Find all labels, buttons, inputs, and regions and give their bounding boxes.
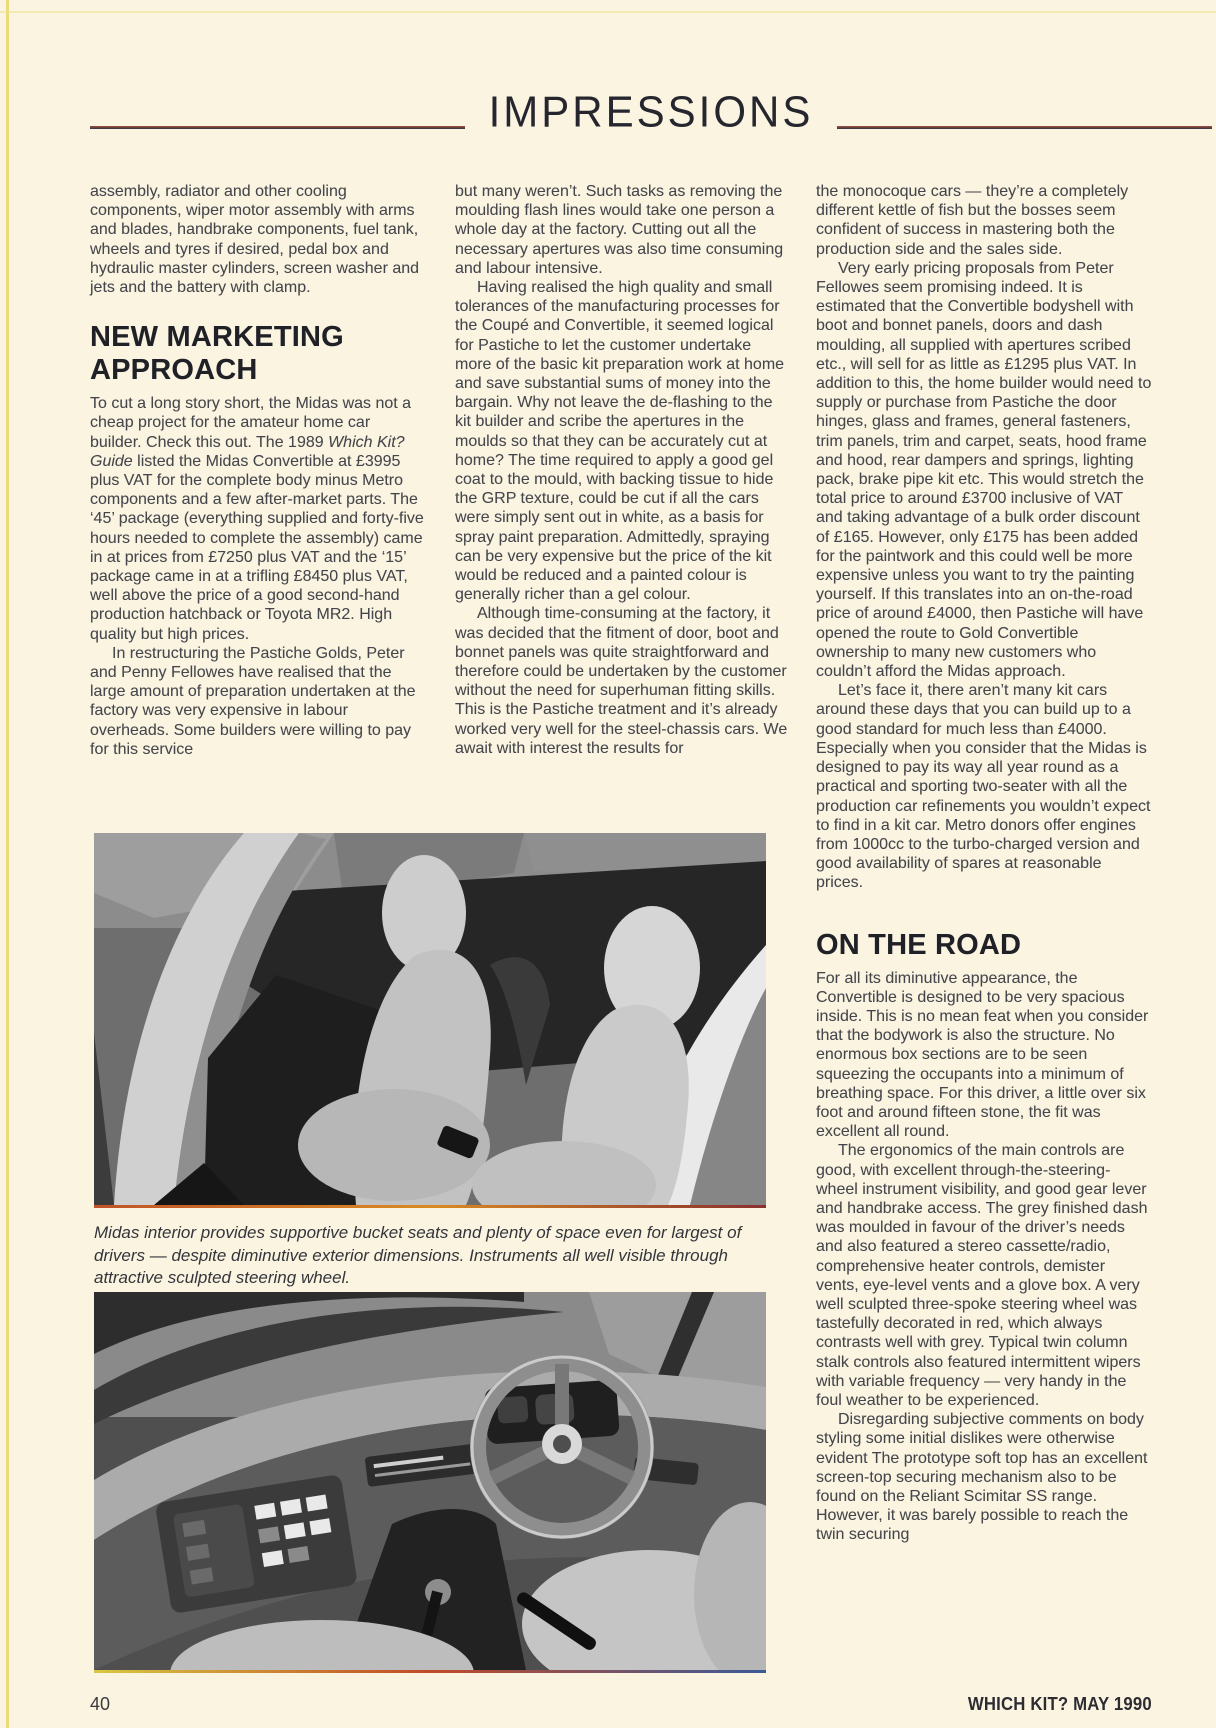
section-heading-on-the-road: ON THE ROAD (816, 928, 1022, 961)
body-paragraph: Let’s face it, there aren’t many kit cars around these days that you can build up to a good standard for much less than £4000. Especially when you consider that the Midas is designed to pay its way all year round as a practical and sporting two-seater with all the production car refinements you wouldn’t expect to find in a kit car. Metro donors offer engines from 1000cc to the turbo-charged version and good availability of spares at reasonable prices. (816, 682, 1151, 892)
column-1 (90, 182, 424, 759)
scan-edge-artifact (6, 0, 9, 1728)
dashboard-photo (94, 1292, 766, 1673)
body-paragraph: Very early pricing proposals from Peter Fellowes seem promising indeed. It is estimated that the Convertible bodyshell with boot and bonnet panels, doors and dash moulding, all supplied with apertures scribed etc., will sell for as little as £1295 plus VAT. In addition to this, the home builder would need to supply or purchase from Pastiche the door hinges, glass and frames, general fasteners, trim panels, trim and carpet, seats, hood frame and hood, rear dampers and springs, lighting pack, brake pipe kit etc. This would stretch the total price to around £3700 inclusive of VAT and taking advantage of a bulk order discount of £165. However, only £175 has been added for the paintwork and this could well be more expensive unless you want to try the painting yourself. If this translates into an on-the-road price of around £4000, then Pastiche will have opened the route to Gold Convertible ownership to many new customers who couldn’t afford the Midas approach. (816, 259, 1152, 681)
interior-seats-illustration (94, 833, 766, 1205)
page-title: IMPRESSIONS (488, 87, 814, 136)
column-3 (816, 182, 1152, 1545)
header-rule-left (90, 126, 465, 129)
paragraph-text: To cut a long story short, the Midas was not a cheap project for the amateur home car builder. Check this out. The 1989 (90, 395, 412, 451)
body-paragraph: For all its diminutive appearance, the Convertible is designed to be very spacious inside. This is no mean feat when you consider that the bodywork is also the structure. No enormous box sections are to be seen squeezing the occupants into a minimum of breathing space. For this driver, a little over six foot and around fifteen stone, the fit was excellent all round. (816, 969, 1149, 1141)
body-paragraph: In restructuring the Pastiche Golds, Peter and Penny Fellowes have realised that the large amount of preparation undertaken at the factory was very expensive in labour overheads. Some builders were willing to pay for this service (90, 644, 416, 758)
page-number: 40 (90, 1694, 111, 1714)
section-heading-new-marketing-approach: NEW MARKETING APPROACH (90, 321, 344, 387)
interior-seats-photo (94, 833, 766, 1208)
body-paragraph: the monocoque cars — they’re a completely different kettle of fish but the bosses seem confident of success in mastering both the production side and the sales side. (816, 183, 1129, 258)
body-paragraph: The ergonomics of the main controls are good, with excellent through-the-steering-wheel instrument visibility, and good gear lever and handbrake access. The grey finished dash was moulded in favour of the driver’s needs and also featured a stereo cassette/radio, comprehensive heater controls, demister vents, eye-level vents and a glove box. A very well sculpted three-spoke steering wheel was tastefully decorated in red, which always contrasts well with grey. Typical twin column stalk controls also featured intermittent wipers with variable frequency — very handy in the foul weather to be experienced. (816, 1142, 1148, 1409)
magazine-footer: WHICH KIT? MAY 1990 (967, 1694, 1152, 1714)
body-paragraph: assembly, radiator and other cooling components, wiper motor assembly with arms and blades, handbrake components, fuel tank, wheels and tyres if desired, pedal box and hydraulic master cylinders, screen washer and jets and the battery with clamp. (90, 183, 420, 297)
body-paragraph: Having realised the high quality and small tolerances of the manufacturing processes for the Coupé and Convertible, it seemed logical for Pastiche to let the customer undertake more of the basic kit preparation work at home and save substantial sums of money into the bargain. Why not leave the de-flashing to the kit builder and scribe the apertures in the moulds so that they can be accurately cut at home? The time required to apply a good gel coat to the mould, with backing tissue to hide the GRP texture, could be cut if all the cars were simply sent out in white, as a basis for spray paint preparation. Admittedly, spraying can be very expensive but the price of the kit would be reduced and a painted colour is generally richer than a gel colour. (455, 279, 785, 604)
column-2 (455, 182, 789, 758)
page-header (90, 86, 1212, 140)
scan-edge-artifact (0, 11, 1216, 13)
body-paragraph: but many weren’t. Such tasks as removing the moulding flash lines would take one person a whole day at the factory. Cutting out all the necessary apertures was also time consuming and labour intensive. (455, 183, 784, 277)
body-paragraph (90, 394, 424, 644)
header-rule-right (837, 126, 1212, 129)
body-paragraph: Although time-consuming at the factory, it was decided that the fitment of door, boot and bonnet panels was quite straightforward and therefore could be undertaken by the customer without the need for superhuman fitting skills. This is the Pastiche treatment and it’s already worked very well for the steel-chassis cars. We await with interest the results for (455, 605, 788, 757)
dashboard-illustration (94, 1292, 766, 1670)
paragraph-text: listed the Midas Convertible at £3995 plus VAT for the complete body minus Metro components and a few after-market parts. The ‘45’ package (everything supplied and forty-five hours needed to complete the assembly) came in at prices from £7250 plus VAT and the ‘15’ package came in at a trifling £8450 plus VAT, well above the price of a good second-hand production hatchback or Toyota MR2. High quality but high prices. (90, 452, 424, 643)
body-paragraph: Disregarding subjective comments on body styling some initial dislikes were otherwise evident The prototype soft top has an excellent screen-top securing mechanism also to be found on the Reliant Scimitar SS range. However, it was barely possible to reach the twin securing (816, 1411, 1148, 1544)
photo-caption: Midas interior provides supportive bucket seats and plenty of space even for largest of drivers — despite diminutive exterior dimensions. Instruments all well visible through attractive sculpted steering wheel. (94, 1223, 742, 1287)
italic-title-which-kit-guide: Which Kit? Guide (90, 433, 405, 470)
